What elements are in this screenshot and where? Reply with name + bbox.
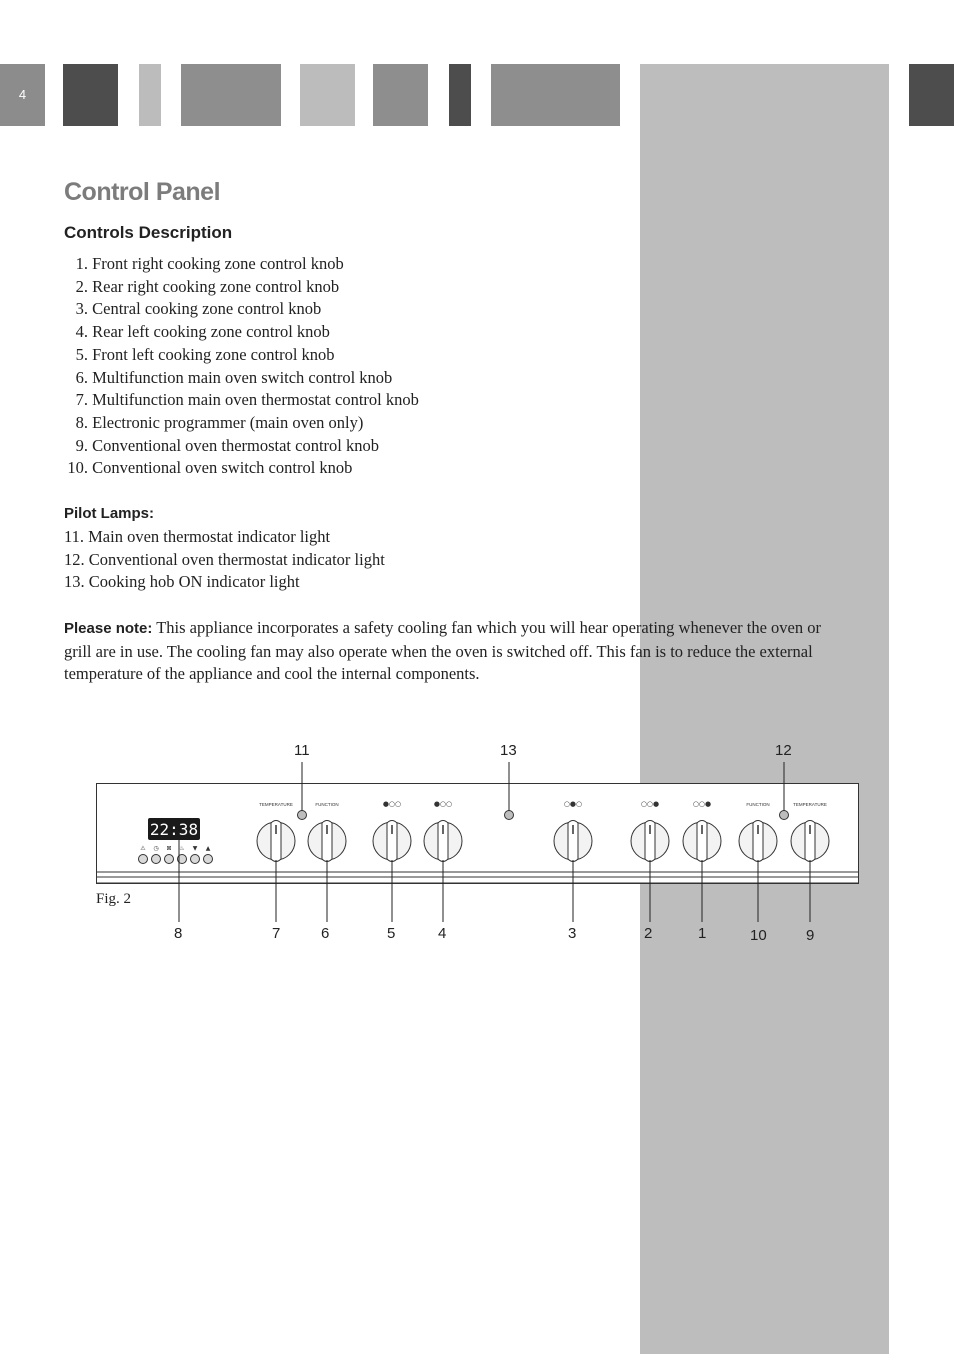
svg-text:●○○: ●○○: [382, 800, 402, 808]
list-item: 8. Electronic programmer (main oven only): [75, 412, 364, 432]
svg-text:●○○: ●○○: [433, 800, 453, 808]
list-item: 7. Multifunction main oven thermostat control knob: [75, 390, 419, 410]
callout-1: 1: [698, 925, 707, 942]
page-title: Control Panel: [64, 178, 221, 206]
callout-8: 8: [174, 925, 183, 942]
figure-caption: Fig. 2: [96, 891, 132, 907]
callout-6: 6: [321, 925, 330, 942]
note-label: Please note:: [64, 620, 153, 637]
list-item: 1. Front right cooking zone control knob: [75, 254, 344, 273]
list-item: 2. Rear right cooking zone control knob: [75, 276, 340, 296]
pilot-lamps-heading: Pilot Lamps:: [64, 505, 155, 522]
list-item: 10. Conventional oven switch control knob: [67, 458, 353, 478]
svg-text:⊠: ⊠: [166, 845, 172, 852]
callout-11: 11: [294, 742, 310, 759]
page-number: 4: [0, 64, 45, 126]
svg-text:♨: ♨: [179, 845, 185, 852]
callout-5: 5: [387, 925, 396, 942]
list-item: 13. Cooking hob ON indicator light: [64, 572, 300, 592]
note-text: This appliance incorporates a safety cooling fan which you will hear operating whenever the oven or grill are in use. The cooling fan may also operate when the oven is switched off. This fan is to reduce the external temperature of the appliance and cool the internal components.: [64, 618, 822, 684]
svg-text:○○●: ○○●: [692, 800, 712, 808]
controls-heading: Controls Description: [64, 223, 233, 242]
list-item: 12. Conventional oven thermostat indicator light: [64, 549, 385, 569]
callout-7: 7: [272, 925, 281, 942]
lamp-11: [298, 811, 307, 820]
callout-10: 10: [750, 927, 767, 944]
list-item: 6. Multifunction main oven switch control knob: [75, 367, 393, 387]
list-item: 11. Main oven thermostat indicator light: [64, 527, 331, 546]
callout-3: 3: [568, 925, 577, 942]
callout-2: 2: [644, 925, 653, 942]
svg-text:▼: ▼: [192, 845, 198, 852]
callout-12: 12: [775, 742, 792, 759]
lamp-12: [780, 811, 789, 820]
list-item: 5. Front left cooking zone control knob: [75, 344, 335, 364]
display-time: 22:38: [149, 820, 199, 839]
temperature-label-left: TEMPERATURE: [259, 802, 293, 807]
callout-13: 13: [500, 742, 517, 759]
svg-text:▲: ▲: [205, 845, 211, 852]
function-label-right: FUNCTION: [746, 802, 770, 807]
function-label-left: FUNCTION: [315, 802, 339, 807]
list-item: 3. Central cooking zone control knob: [75, 299, 322, 319]
temperature-label-right: TEMPERATURE: [793, 802, 827, 807]
list-item: 4. Rear left cooking zone control knob: [75, 322, 330, 342]
callout-4: 4: [438, 925, 447, 942]
svg-text:○●○: ○●○: [563, 800, 583, 808]
list-item: 9. Conventional oven thermostat control knob: [75, 435, 379, 455]
svg-text:⚠: ⚠: [140, 845, 146, 852]
svg-text:○○●: ○○●: [640, 800, 660, 808]
callout-9: 9: [806, 927, 815, 944]
lamp-13: [505, 811, 514, 820]
svg-text:◷: ◷: [153, 845, 159, 852]
